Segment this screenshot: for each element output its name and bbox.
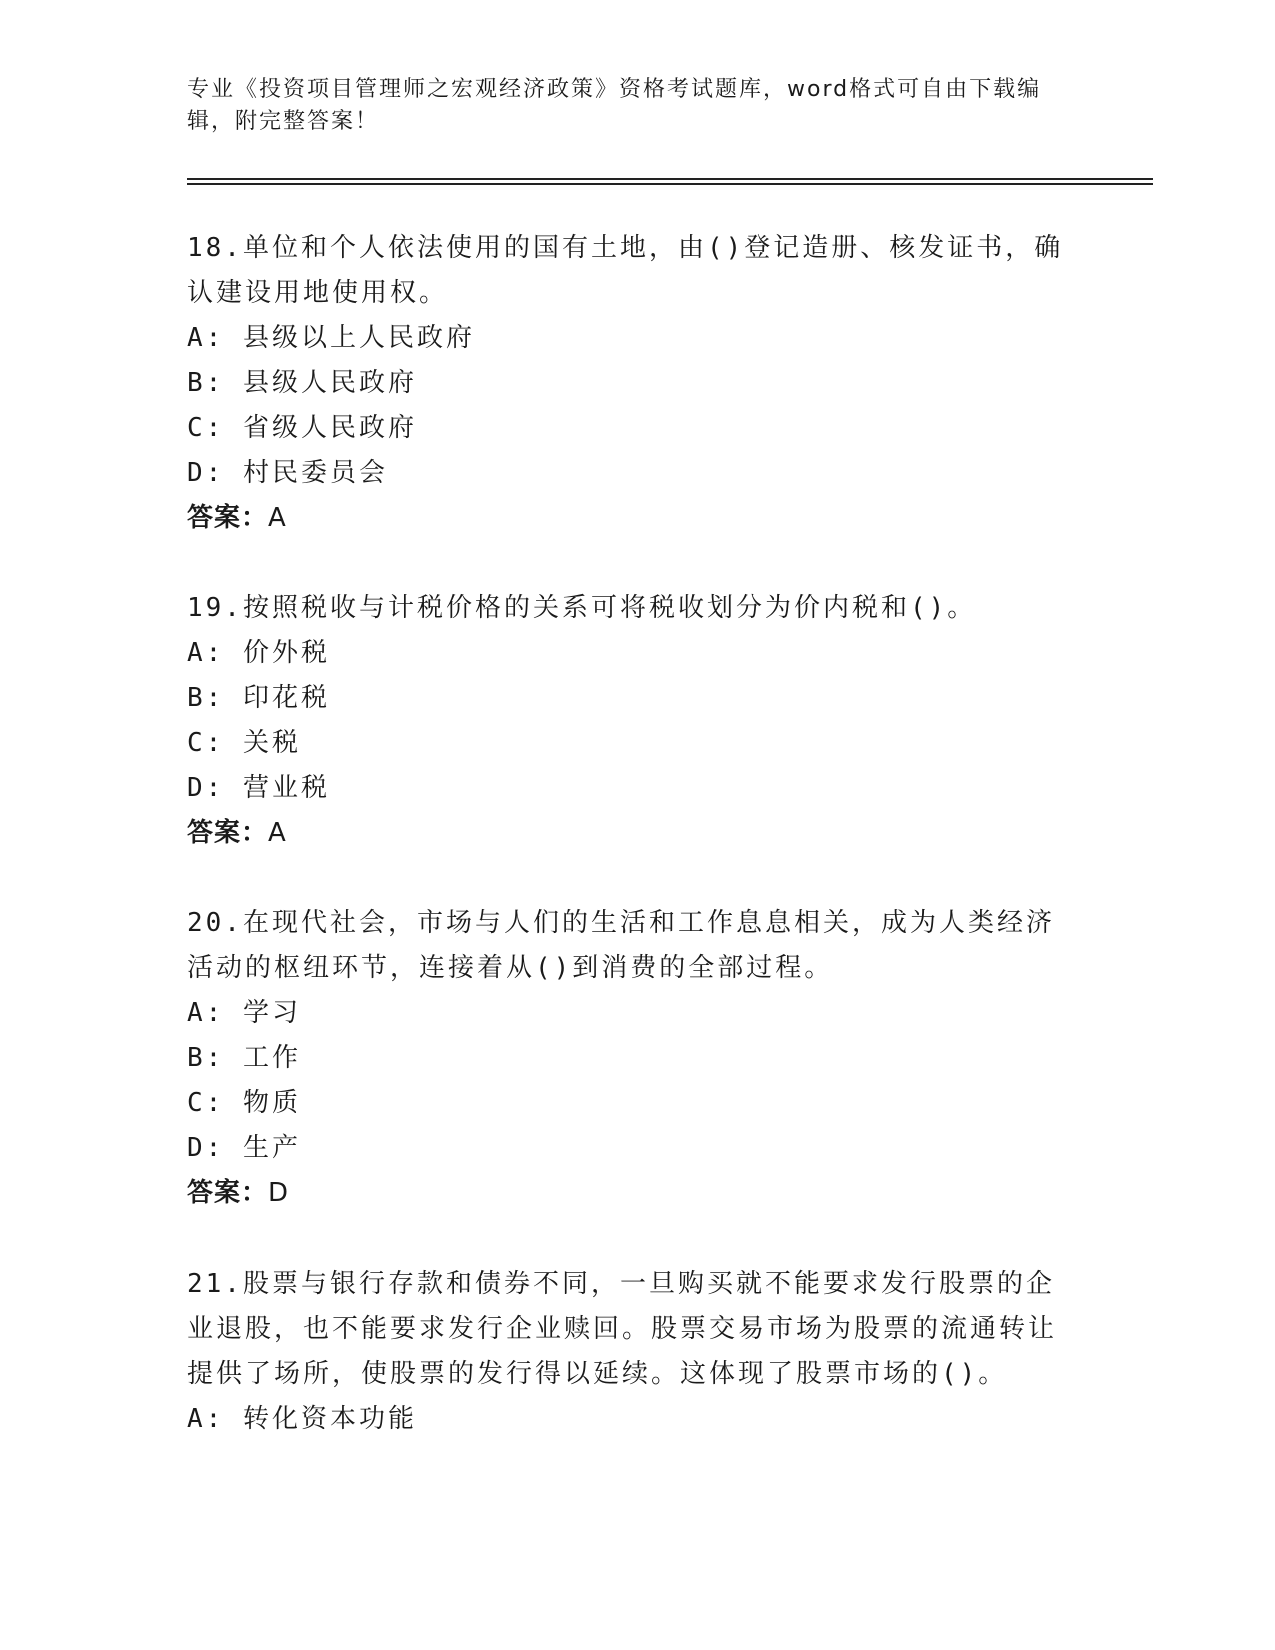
option-d: D: 营业税: [187, 773, 330, 803]
question-18: [187, 226, 1067, 541]
option-b: B: 县级人民政府: [187, 368, 417, 398]
question-text: 21.股票与银行存款和债券不同，一旦购买就不能要求发行股票的企业退股，也不能要求发行企业赎回。股票交易市场为股票的流通转让提供了场所，使股票的发行得以延续。这体现了股票市场的()。: [187, 1269, 1058, 1389]
answer-label: 答案：: [187, 818, 269, 848]
answer-value: D: [268, 1178, 290, 1208]
option-c: C: 省级人民政府: [187, 413, 417, 443]
question-text: 20.在现代社会，市场与人们的生活和工作息息相关，成为人类经济活动的枢纽环节，连接着从()到消费的全部过程。: [187, 908, 1055, 983]
option-a: A: 转化资本功能: [187, 1404, 417, 1434]
option-d: D: 村民委员会: [187, 458, 388, 488]
header-divider-top: [187, 178, 1153, 180]
answer-line: [187, 1171, 1067, 1216]
question-19: [187, 586, 1067, 856]
option-a: A: 学习: [187, 998, 301, 1028]
question-21: [187, 1262, 1067, 1442]
option-b: B: 工作: [187, 1043, 301, 1073]
question-20: [187, 901, 1067, 1216]
answer-label: 答案：: [187, 503, 269, 533]
header-divider-bottom: [187, 183, 1153, 185]
answer-line: [187, 496, 1067, 541]
option-a: A: 价外税: [187, 638, 330, 668]
option-c: C: 关税: [187, 728, 301, 758]
option-c: C: 物质: [187, 1088, 301, 1118]
document-header: 专业《投资项目管理师之宏观经济政策》资格考试题库，word格式可自由下载编辑，附完整答案！: [187, 77, 1042, 134]
option-b: B: 印花税: [187, 683, 330, 713]
question-text: 18.单位和个人依法使用的国有土地，由()登记造册、核发证书，确认建设用地使用权。: [187, 233, 1064, 308]
answer-label: 答案：: [187, 1178, 269, 1208]
answer-value: A: [268, 818, 287, 848]
answer-value: A: [268, 503, 287, 533]
question-text: 19.按照税收与计税价格的关系可将税收划分为价内税和()。: [187, 593, 977, 623]
option-d: D: 生产: [187, 1133, 301, 1163]
answer-line: [187, 811, 1067, 856]
option-a: A: 县级以上人民政府: [187, 323, 475, 353]
